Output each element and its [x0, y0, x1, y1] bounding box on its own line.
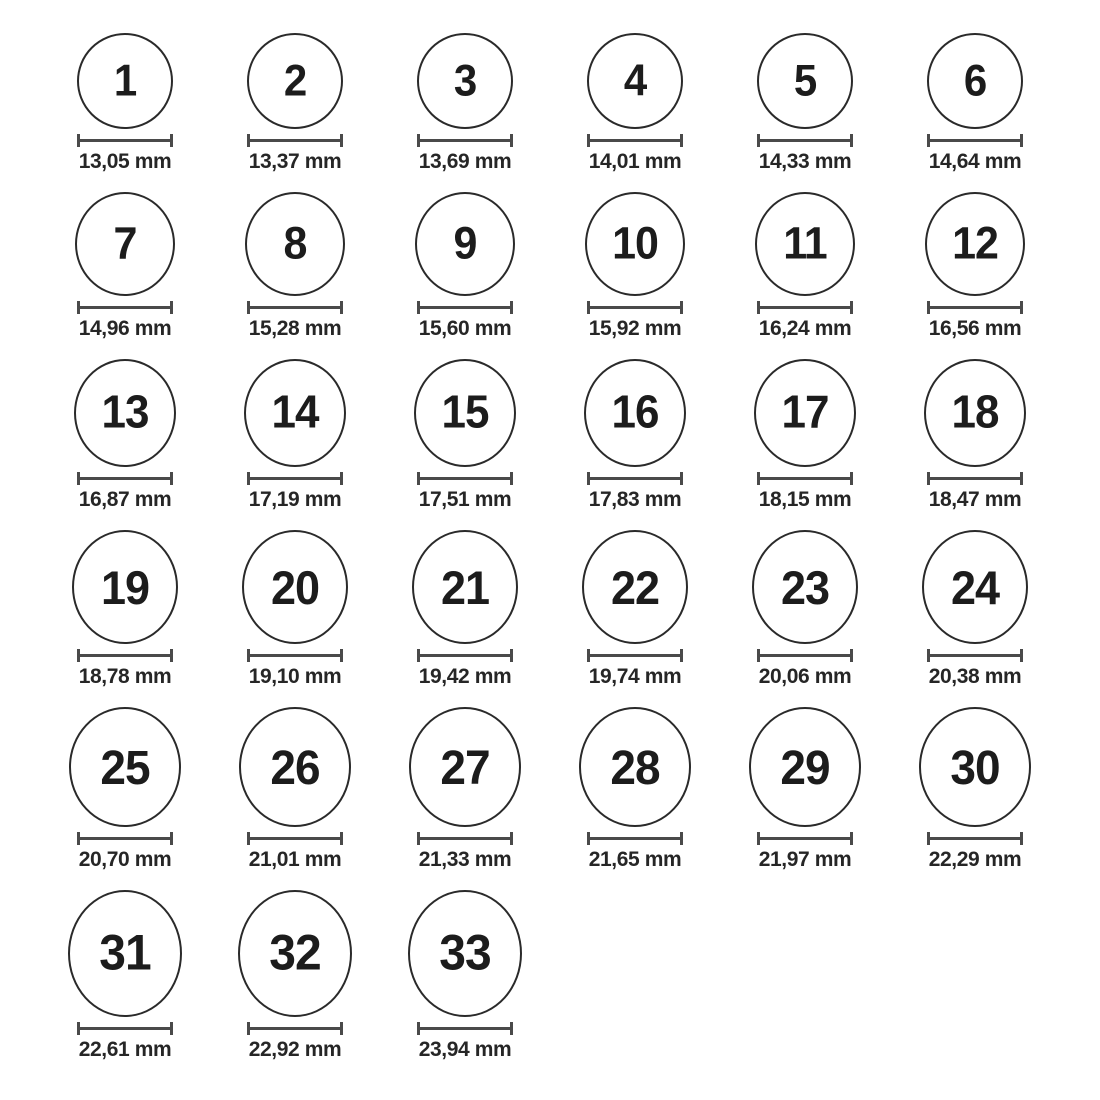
ring-circle — [584, 359, 686, 467]
measure-bar — [418, 477, 512, 480]
ring-size-number: 22 — [610, 560, 660, 614]
measure-tick-right-icon — [850, 134, 853, 147]
ring-size-row — [40, 359, 1060, 512]
ring-size-cell — [890, 192, 1060, 341]
measure-tick-right-icon — [170, 1022, 173, 1035]
ring-size-cell — [40, 359, 210, 512]
ring-size-number: 12 — [952, 218, 998, 269]
diameter-label: 19,42 mm — [418, 665, 512, 688]
ring-size-number: 29 — [780, 739, 830, 795]
ring-size-number: 15 — [441, 386, 489, 439]
measure-tick-right-icon — [510, 832, 513, 845]
measure-bar — [928, 837, 1022, 840]
diameter-measure-line — [77, 301, 173, 314]
ring-size-cell — [720, 33, 890, 174]
measure-tick-right-icon — [510, 1022, 513, 1035]
measure-bar — [78, 1027, 172, 1030]
measure-bar — [248, 306, 342, 309]
measure-tick-right-icon — [510, 649, 513, 662]
diameter-measure-line — [77, 832, 173, 845]
measure-bar — [418, 306, 512, 309]
ring-size-number: 14 — [271, 386, 319, 439]
ring-size-row — [40, 890, 1060, 1062]
ring-size-number: 25 — [100, 739, 150, 795]
ring-circle — [922, 530, 1028, 644]
ring-circle — [924, 359, 1026, 467]
ring-size-number: 28 — [610, 739, 660, 795]
ring-circle — [412, 530, 518, 644]
diameter-measure-line — [587, 301, 683, 314]
measure-tick-right-icon — [340, 301, 343, 314]
diameter-label: 18,47 mm — [928, 488, 1022, 511]
diameter-measure-line — [757, 134, 853, 147]
ring-size-number: 21 — [440, 560, 490, 614]
ring-size-number: 11 — [783, 218, 827, 269]
measure-bar — [758, 477, 852, 480]
ring-size-number: 7 — [113, 218, 137, 269]
diameter-label: 17,19 mm — [248, 488, 342, 511]
diameter-label: 15,60 mm — [418, 317, 512, 340]
ring-size-cell — [40, 890, 210, 1062]
diameter-label: 19,10 mm — [248, 665, 342, 688]
diameter-measure-line — [927, 832, 1023, 845]
diameter-measure-line — [247, 301, 343, 314]
ring-circle — [754, 359, 856, 467]
measure-bar — [588, 837, 682, 840]
diameter-label: 22,29 mm — [928, 848, 1022, 871]
ring-circle — [925, 192, 1025, 296]
diameter-label: 20,70 mm — [78, 848, 172, 871]
measure-tick-right-icon — [510, 134, 513, 147]
measure-bar — [928, 306, 1022, 309]
measure-bar — [588, 477, 682, 480]
diameter-label: 22,92 mm — [248, 1038, 342, 1061]
measure-bar — [248, 139, 342, 142]
measure-tick-right-icon — [340, 472, 343, 485]
ring-circle — [417, 33, 513, 129]
ring-size-cell — [210, 530, 380, 689]
measure-bar — [418, 1027, 512, 1030]
diameter-measure-line — [757, 649, 853, 662]
diameter-measure-line — [417, 301, 513, 314]
ring-size-number: 16 — [611, 386, 659, 439]
ring-size-number: 5 — [793, 55, 817, 106]
ring-size-cell — [210, 192, 380, 341]
ring-size-number: 27 — [440, 739, 490, 795]
measure-tick-right-icon — [680, 832, 683, 845]
measure-bar — [248, 837, 342, 840]
ring-size-cell — [40, 33, 210, 174]
ring-size-cell — [890, 33, 1060, 174]
diameter-label: 14,64 mm — [928, 150, 1022, 173]
ring-size-row — [40, 33, 1060, 174]
measure-tick-right-icon — [340, 649, 343, 662]
diameter-label: 17,51 mm — [418, 488, 512, 511]
diameter-measure-line — [587, 134, 683, 147]
ring-size-cell — [40, 707, 210, 872]
ring-size-cell — [210, 33, 380, 174]
diameter-measure-line — [757, 832, 853, 845]
ring-circle — [755, 192, 855, 296]
ring-size-number: 32 — [269, 925, 321, 981]
diameter-label: 19,74 mm — [588, 665, 682, 688]
diameter-label: 17,83 mm — [588, 488, 682, 511]
measure-bar — [758, 837, 852, 840]
ring-size-number: 8 — [283, 218, 307, 269]
ring-circle — [752, 530, 858, 644]
measure-tick-right-icon — [680, 134, 683, 147]
ring-size-cell — [380, 707, 550, 872]
ring-circle — [72, 530, 178, 644]
ring-size-number: 4 — [623, 55, 647, 106]
diameter-measure-line — [587, 649, 683, 662]
ring-circle — [242, 530, 348, 644]
measure-bar — [588, 139, 682, 142]
ring-size-number: 13 — [101, 386, 149, 439]
ring-size-row — [40, 192, 1060, 341]
diameter-label: 18,78 mm — [78, 665, 172, 688]
diameter-measure-line — [757, 472, 853, 485]
ring-size-cell — [890, 707, 1060, 872]
measure-tick-right-icon — [850, 301, 853, 314]
ring-circle — [415, 192, 515, 296]
diameter-label: 15,28 mm — [248, 317, 342, 340]
measure-tick-right-icon — [170, 832, 173, 845]
ring-size-cell — [380, 192, 550, 341]
ring-size-cell — [720, 530, 890, 689]
ring-size-cell — [380, 530, 550, 689]
measure-bar — [248, 1027, 342, 1030]
measure-bar — [418, 654, 512, 657]
measure-bar — [928, 139, 1022, 142]
diameter-label: 21,97 mm — [758, 848, 852, 871]
diameter-measure-line — [77, 1022, 173, 1035]
diameter-measure-line — [417, 472, 513, 485]
measure-tick-right-icon — [170, 649, 173, 662]
ring-size-number: 17 — [781, 386, 829, 439]
ring-circle — [582, 530, 688, 644]
measure-tick-right-icon — [680, 472, 683, 485]
ring-size-number: 26 — [270, 739, 320, 795]
ring-size-number: 19 — [100, 560, 150, 614]
ring-circle — [68, 890, 182, 1017]
ring-size-number: 2 — [283, 55, 307, 106]
measure-bar — [78, 306, 172, 309]
diameter-measure-line — [927, 649, 1023, 662]
measure-tick-right-icon — [850, 649, 853, 662]
ring-circle — [587, 33, 683, 129]
ring-circle — [75, 192, 175, 296]
measure-bar — [758, 654, 852, 657]
ring-size-cell — [890, 359, 1060, 512]
diameter-label: 14,33 mm — [758, 150, 852, 173]
ring-size-number: 31 — [99, 925, 151, 981]
measure-tick-right-icon — [850, 472, 853, 485]
diameter-measure-line — [247, 649, 343, 662]
ring-size-cell — [380, 890, 550, 1062]
measure-bar — [78, 477, 172, 480]
measure-bar — [588, 654, 682, 657]
ring-size-number: 6 — [963, 55, 987, 106]
diameter-label: 13,05 mm — [78, 150, 172, 173]
diameter-label: 14,01 mm — [588, 150, 682, 173]
ring-size-cell — [890, 530, 1060, 689]
ring-size-row — [40, 530, 1060, 689]
ring-size-cell — [210, 707, 380, 872]
ring-circle — [927, 33, 1023, 129]
measure-bar — [418, 139, 512, 142]
measure-tick-right-icon — [510, 301, 513, 314]
diameter-measure-line — [247, 832, 343, 845]
measure-tick-right-icon — [1020, 134, 1023, 147]
diameter-measure-line — [757, 301, 853, 314]
diameter-measure-line — [417, 1022, 513, 1035]
ring-circle — [757, 33, 853, 129]
ring-size-number: 20 — [270, 560, 320, 614]
diameter-label: 16,87 mm — [78, 488, 172, 511]
diameter-measure-line — [77, 649, 173, 662]
ring-size-number: 10 — [612, 218, 658, 269]
measure-tick-right-icon — [1020, 649, 1023, 662]
diameter-measure-line — [247, 134, 343, 147]
ring-size-number: 9 — [453, 218, 477, 269]
ring-size-number: 24 — [950, 560, 1000, 614]
diameter-measure-line — [77, 134, 173, 147]
ring-circle — [579, 707, 691, 827]
ring-size-number: 30 — [950, 739, 1000, 795]
diameter-measure-line — [417, 134, 513, 147]
ring-size-number: 33 — [439, 925, 491, 981]
diameter-measure-line — [247, 1022, 343, 1035]
diameter-label: 21,01 mm — [248, 848, 342, 871]
diameter-measure-line — [417, 649, 513, 662]
ring-circle — [238, 890, 352, 1017]
diameter-measure-line — [927, 472, 1023, 485]
diameter-label: 15,92 mm — [588, 317, 682, 340]
ring-circle — [247, 33, 343, 129]
ring-circle — [77, 33, 173, 129]
measure-tick-right-icon — [1020, 472, 1023, 485]
measure-tick-right-icon — [170, 134, 173, 147]
ring-size-cell — [720, 707, 890, 872]
ring-size-cell — [380, 359, 550, 512]
ring-size-cell — [550, 192, 720, 341]
diameter-measure-line — [927, 301, 1023, 314]
measure-tick-right-icon — [1020, 301, 1023, 314]
measure-tick-right-icon — [340, 134, 343, 147]
diameter-label: 20,38 mm — [928, 665, 1022, 688]
ring-size-cell — [210, 890, 380, 1062]
measure-bar — [418, 837, 512, 840]
ring-circle — [244, 359, 346, 467]
ring-size-cell — [40, 530, 210, 689]
ring-circle — [69, 707, 181, 827]
measure-tick-right-icon — [170, 472, 173, 485]
diameter-label: 14,96 mm — [78, 317, 172, 340]
ring-size-number: 23 — [780, 560, 830, 614]
measure-tick-right-icon — [1020, 832, 1023, 845]
diameter-measure-line — [77, 472, 173, 485]
ring-size-cell — [210, 359, 380, 512]
ring-circle — [408, 890, 522, 1017]
measure-tick-right-icon — [340, 1022, 343, 1035]
diameter-label: 20,06 mm — [758, 665, 852, 688]
diameter-measure-line — [247, 472, 343, 485]
diameter-label: 22,61 mm — [78, 1038, 172, 1061]
ring-size-cell — [550, 530, 720, 689]
measure-bar — [758, 139, 852, 142]
measure-tick-right-icon — [510, 472, 513, 485]
diameter-measure-line — [587, 472, 683, 485]
ring-size-cell — [550, 707, 720, 872]
ring-size-cell — [40, 192, 210, 341]
measure-bar — [78, 837, 172, 840]
diameter-measure-line — [927, 134, 1023, 147]
ring-circle — [585, 192, 685, 296]
measure-tick-right-icon — [680, 649, 683, 662]
measure-bar — [758, 306, 852, 309]
diameter-label: 21,33 mm — [418, 848, 512, 871]
diameter-label: 21,65 mm — [588, 848, 682, 871]
ring-circle — [239, 707, 351, 827]
measure-bar — [248, 477, 342, 480]
diameter-measure-line — [587, 832, 683, 845]
ring-circle — [409, 707, 521, 827]
ring-circle — [749, 707, 861, 827]
measure-tick-right-icon — [340, 832, 343, 845]
measure-bar — [248, 654, 342, 657]
diameter-label: 23,94 mm — [418, 1038, 512, 1061]
measure-bar — [588, 306, 682, 309]
ring-size-number: 1 — [113, 55, 137, 106]
diameter-label: 13,69 mm — [418, 150, 512, 173]
ring-circle — [74, 359, 176, 467]
measure-bar — [928, 477, 1022, 480]
diameter-label: 18,15 mm — [758, 488, 852, 511]
measure-tick-right-icon — [680, 301, 683, 314]
ring-size-number: 3 — [453, 55, 477, 106]
measure-bar — [78, 654, 172, 657]
ring-size-cell — [550, 33, 720, 174]
measure-bar — [78, 139, 172, 142]
measure-bar — [928, 654, 1022, 657]
ring-size-cell — [380, 33, 550, 174]
ring-size-cell — [720, 359, 890, 512]
ring-circle — [245, 192, 345, 296]
diameter-label: 13,37 mm — [248, 150, 342, 173]
diameter-label: 16,56 mm — [928, 317, 1022, 340]
measure-tick-right-icon — [850, 832, 853, 845]
ring-size-cell — [550, 359, 720, 512]
measure-tick-right-icon — [170, 301, 173, 314]
ring-size-cell — [720, 192, 890, 341]
diameter-label: 16,24 mm — [758, 317, 852, 340]
diameter-measure-line — [417, 832, 513, 845]
ring-circle — [919, 707, 1031, 827]
ring-size-number: 18 — [951, 386, 999, 439]
ring-size-row — [40, 707, 1060, 872]
ring-circle — [414, 359, 516, 467]
